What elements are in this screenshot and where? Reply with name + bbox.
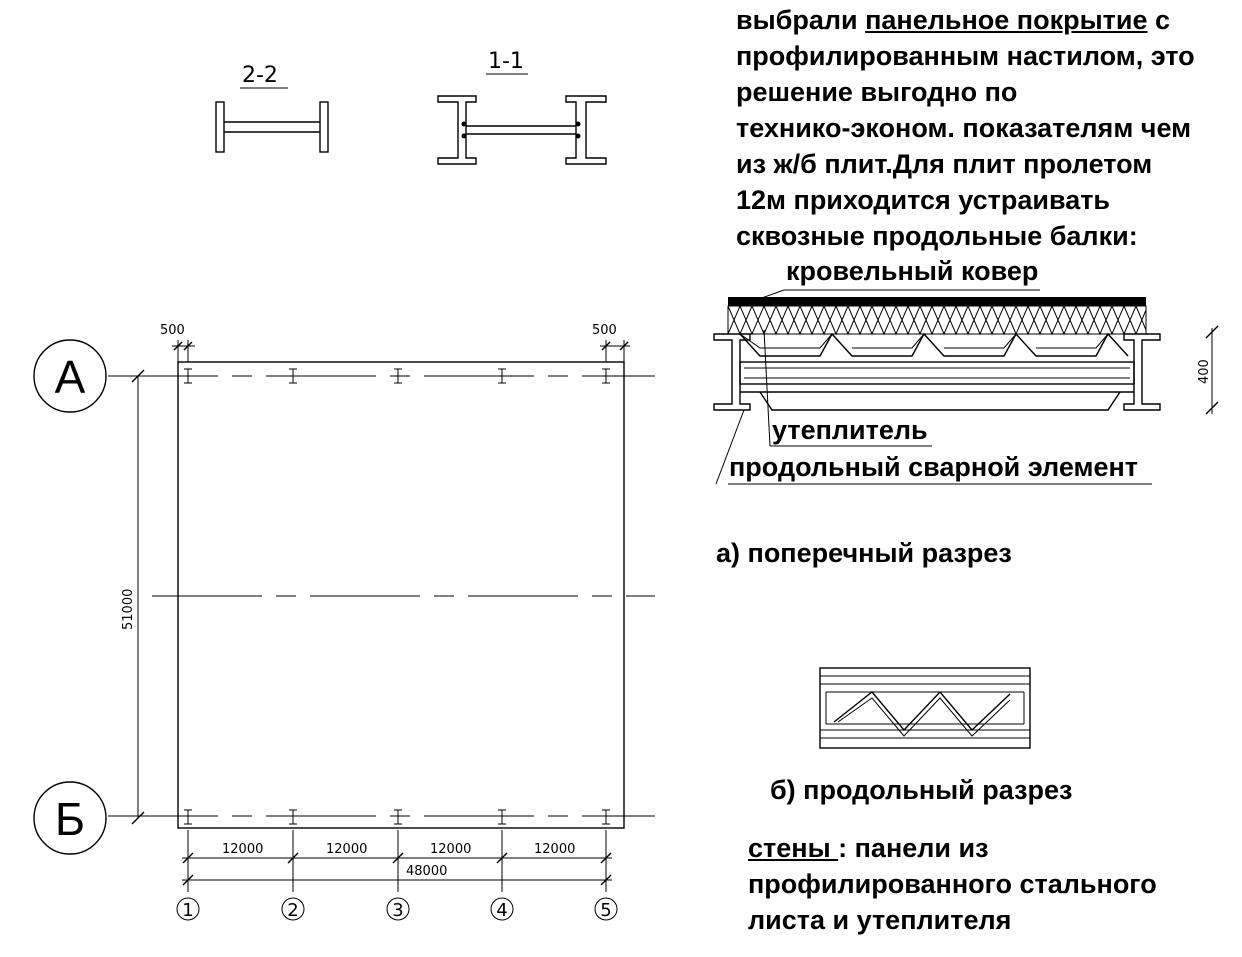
section-2-2 bbox=[216, 63, 328, 152]
insulation-layer bbox=[728, 306, 1146, 334]
building-plan bbox=[34, 323, 655, 921]
section-1-1-label: 1-1 bbox=[488, 49, 524, 74]
total-dimension bbox=[182, 864, 612, 885]
description-line-2: профилированным настилом, это bbox=[736, 41, 1195, 71]
profiled-deck-inner bbox=[740, 334, 1108, 348]
longitudinal-section-b bbox=[820, 668, 1030, 748]
axis-bubble-a bbox=[34, 340, 106, 412]
section-height-label: 400 bbox=[1197, 359, 1212, 384]
panel-roofing-term: панельное покрытие bbox=[865, 5, 1148, 35]
axis-bubble-3 bbox=[387, 898, 409, 921]
column-axis-bubbles bbox=[177, 898, 617, 921]
welded-element-label: продольный сварной элемент bbox=[729, 452, 1138, 482]
left-chord-channel bbox=[714, 334, 750, 410]
i-beam-2-2 bbox=[216, 102, 328, 152]
section-height-dimension bbox=[1197, 326, 1218, 414]
offset-right-label: 500 bbox=[592, 323, 617, 338]
cross-section-a bbox=[714, 290, 1218, 484]
walls-line-2: профилированного стального bbox=[748, 869, 1157, 899]
axis-number-2: 2 bbox=[287, 900, 299, 921]
description-line-6: 12м приходится устраивать bbox=[736, 185, 1111, 215]
walls-line-1: стены : панели из bbox=[748, 833, 989, 863]
description-line-3: решение выгодно по bbox=[736, 77, 1018, 107]
axis-bubble-5 bbox=[595, 898, 617, 921]
section-2-2-label: 2-2 bbox=[242, 63, 278, 88]
roofing-carpet bbox=[728, 297, 1146, 306]
built-up-section-1-1 bbox=[438, 96, 606, 164]
longitudinal-section-caption: б) продольный разрез bbox=[770, 775, 1073, 805]
description-line-1: выбрали панельное покрытие с bbox=[736, 5, 1171, 35]
description-line-4: технико-эконом. показателям чем bbox=[736, 113, 1192, 143]
description-line-7: сквозные продольные балки: bbox=[736, 221, 1138, 251]
walls-term: стены bbox=[748, 833, 839, 863]
span-dimension-chain bbox=[182, 830, 612, 892]
element-leader bbox=[716, 410, 744, 484]
axis-number-1: 1 bbox=[182, 900, 194, 921]
axis-bubble-b bbox=[34, 782, 106, 854]
span-label-1: 12000 bbox=[222, 842, 264, 857]
offset-dimension-right bbox=[592, 323, 630, 362]
span-label-4: 12000 bbox=[534, 842, 576, 857]
axis-number-5: 5 bbox=[600, 900, 612, 921]
height-dim-label: 51000 bbox=[121, 588, 136, 630]
axis-bubble-2 bbox=[282, 898, 304, 921]
span-label-3: 12000 bbox=[430, 842, 472, 857]
axis-number-4: 4 bbox=[496, 900, 508, 921]
axis-bubble-1 bbox=[177, 898, 199, 921]
walls-line-3: листа и утеплителя bbox=[748, 905, 1012, 935]
section-1-1 bbox=[438, 49, 606, 164]
roof-covering-label: кровельный ковер bbox=[786, 256, 1039, 286]
total-width-label: 48000 bbox=[406, 864, 448, 879]
height-dimension bbox=[121, 370, 144, 824]
welded-longitudinal-element bbox=[740, 362, 1134, 410]
offset-left-label: 500 bbox=[160, 323, 185, 338]
axis-number-3: 3 bbox=[392, 900, 404, 921]
columns-row-b bbox=[184, 810, 610, 824]
cross-section-caption: а) поперечный разрез bbox=[716, 538, 1012, 568]
description-line-5: из ж/б плит.Для плит пролетом bbox=[736, 149, 1153, 179]
span-label-2: 12000 bbox=[326, 842, 368, 857]
right-chord-channel bbox=[1124, 334, 1160, 410]
insulation-leader bbox=[764, 330, 770, 446]
profiled-deck bbox=[740, 334, 1128, 356]
insulation-label: утеплитель bbox=[772, 415, 928, 445]
axis-letter-b: Б bbox=[54, 793, 86, 845]
offset-dimension-left bbox=[160, 323, 195, 362]
plan-outline bbox=[178, 362, 624, 828]
axis-letter-a: А bbox=[54, 351, 86, 403]
axis-bubble-4 bbox=[491, 898, 513, 921]
